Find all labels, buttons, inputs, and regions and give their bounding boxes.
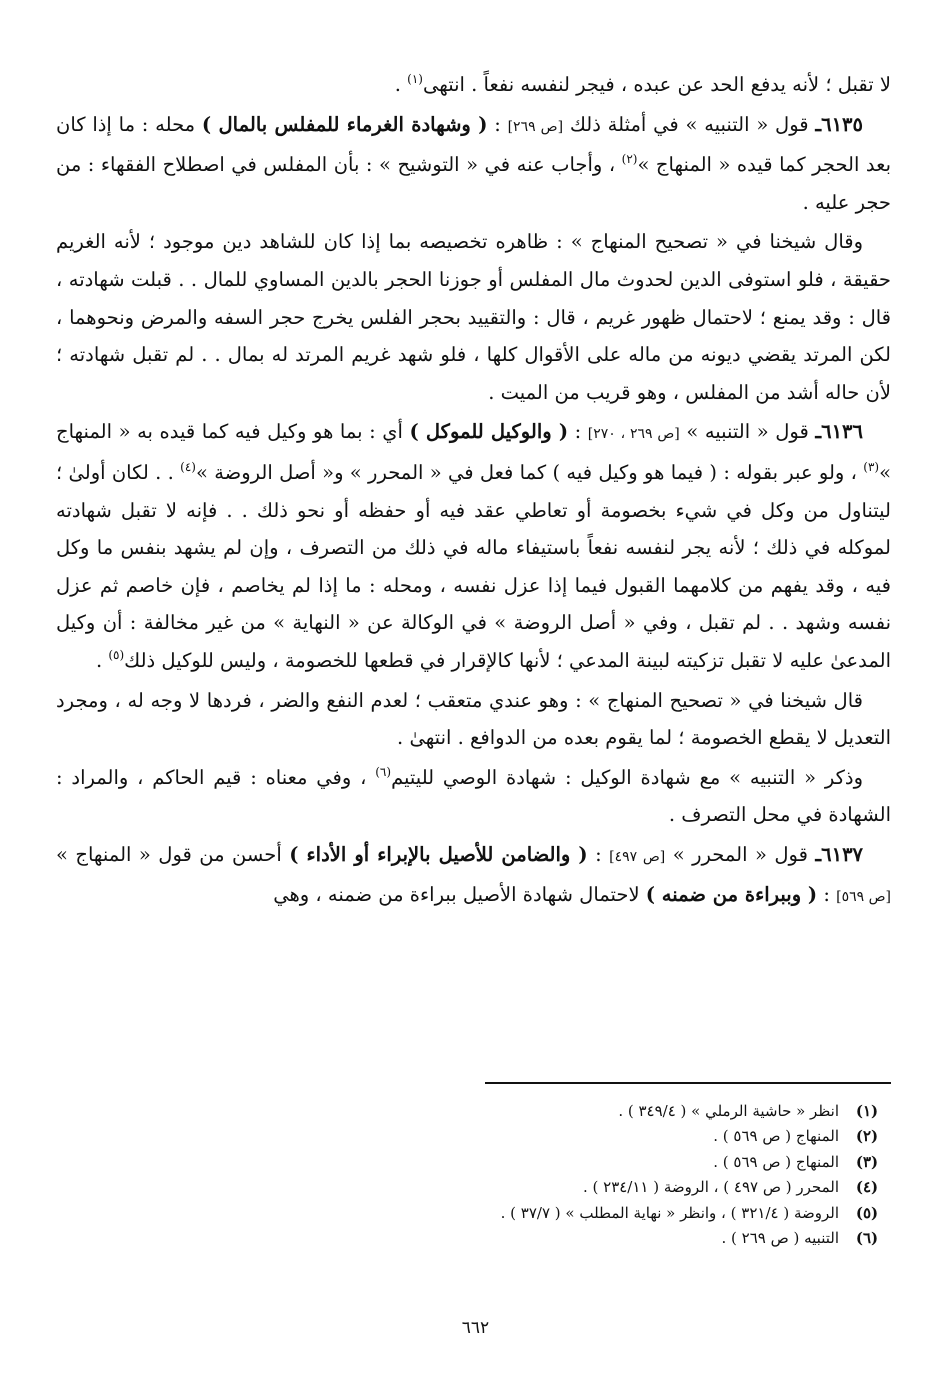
footnote-number: (٣)	[855, 1152, 879, 1171]
footnote-divider	[485, 1082, 891, 1084]
footnote-item	[60, 1124, 895, 1149]
paragraph-sheikh-commentary: وقال شيخنا في « تصحيح المنهاج » : ظاهره تخصيصه بما إذا كان للشاهد دين موجود ؛ لأنه الغريم حقيقة ، فلو استوفى الدين لحدوث مال المفلس أو جوزنا الحجر بالدين المساوي للمال . . قبلت شهادته ، قال : وقد يمنع ؛ لاحتمال ظهور غريم ، قال : والتقييد بحجر الفلس يخرج حجر السفه والمرض ونحوهما ، لكن المرتد يقضي ديونه من ماله على الأقوال كلها ، فلو شهد غريم المرتد له بمال . . لم تقبل شهادته ؛ لأن حاله أشد من المفلس ، وهو قريب من الميت .	[56, 230, 891, 404]
footnote-ref-6: (٦)	[375, 764, 392, 779]
entry-6135: ٦١٣٥ـ قول « التنبيه » في أمثلة ذلك [ص ٢٦٩] : ( وشهادة الغرماء للمفلس بالمال ) محله : ما إذا كان بعد الحجر كما قيده « المنهاج »$^{(٢)}$ ، وأجاب عنه في « التوشيح » : بأن المفلس في اصطلاح الفقهاء : من حجر عليه .	[56, 112, 891, 214]
footnote-number: (١)	[855, 1102, 879, 1120]
page-reference: [ص ٢٦٩ ، ٢٧٠]	[587, 426, 680, 443]
footnotes	[60, 1099, 895, 1251]
footnote-number: (٤)	[855, 1178, 879, 1197]
footnote-ref-4: (٤)	[180, 459, 196, 474]
footnote-number: (٢)	[855, 1127, 879, 1146]
footnote-text: المنهاج ( ص ٥٦٩ ) .	[713, 1127, 839, 1146]
footnote-ref-5: (٥)	[108, 647, 125, 662]
footnote-item	[60, 1175, 895, 1200]
entry-number: ٦١٣٥ـ	[815, 112, 864, 136]
quoted-text: ( والوكيل للموكل )	[409, 420, 569, 444]
entry-6137: ٦١٣٧ـ قول « المحرر » [ص ٤٩٧] : ( والضامن للأصيل بالإبراء أو الأداء ) أحسن من قول « المنهاج » [ص ٥٦٩] : ( وببراءة من ضمنه ) لاحتمال شهادة الأصيل ببراءة من ضمنه ، وهي	[56, 842, 891, 907]
footnote-number: (٥)	[855, 1203, 879, 1222]
entry-6136: ٦١٣٦ـ قول « التنبيه » [ص ٢٦٩ ، ٢٧٠] : ( والوكيل للموكل ) أي : بما هو وكيل فيه كما قيده به « المنهاج »$^{(٣)}$ ، ولو عبر بقوله : ( فيما هو وكيل فيه ) كما فعل في « المحرر » و« أصل الروضة »$^{(٤)}$ . . لكان أولىٰ ؛ ليتناول من وكل في شيء بخصومة أو تعاطي عقد فيه أو حفظه أو نحو ذلك . . فإنه لا تقبل شهادته لموكله في ذلك ؛ لأنه يجر لنفسه نفعاً باستيفاء ماله في ذلك من التصرف ، وإن لم يشهد بنفس ما وكل فيه ، وقد يفهم من كلامهما القبول فيما إذا عزل نفسه ، ومحله : ما إذا لم يخاصم ، فإن خاصم ثم عزل نفسه وشهد . . لم تقبل ، وفي « أصل الروضة » في الوكالة عن « النهاية » من غير مخالفة : أن وكيل المدعىٰ عليه لا تقبل تزكيته لبينة المدعي ؛ لأنها كالإقرار في قطعها للخصومة ، وليس للوكيل ذلك$^{(٥)}$ .	[56, 420, 892, 672]
quoted-text: ( وشهادة الغرماء للمفلس بالمال )	[201, 112, 488, 136]
footnote-text: انظر « حاشية الرملي » ( ٣٤٩/٤ ) .	[618, 1102, 839, 1120]
footnote-ref-3: (٣)	[863, 459, 880, 474]
footnote-ref-2: (٢)	[621, 152, 638, 167]
page-reference: [ص ٤٩٧]	[609, 848, 666, 865]
footnote-item	[60, 1099, 895, 1124]
page-reference: [ص ٥٦٩]	[836, 889, 891, 906]
entry-number: ٦١٣٧ـ	[815, 842, 864, 866]
footnote-text: الروضة ( ٣٢١/٤ ) ، وانظر « نهاية المطلب » ( ٣٧/٧ ) .	[500, 1203, 839, 1222]
footnote-text: التنبيه ( ص ٢٦٩ ) .	[721, 1229, 839, 1248]
footnote-text: المنهاج ( ص ٥٦٩ ) .	[713, 1152, 839, 1171]
paragraph-guardian: وذكر « التنبيه » مع شهادة الوكيل : شهادة الوصي لليتيم$^{(٦)}$ ، وفي معناه : قيم الحاكم ، والمراد : الشهادة في محل التصرف .	[56, 764, 891, 827]
quoted-text: ( وببراءة من ضمنه )	[645, 883, 818, 907]
quoted-text: ( والضامن للأصيل بالإبراء أو الأداء )	[289, 842, 588, 866]
main-text	[56, 66, 891, 917]
footnote-number: (٦)	[855, 1229, 879, 1248]
paragraph-sheikh-objection: قال شيخنا في « تصحيح المنهاج » : وهو عندي متعقب ؛ لعدم النفع والضر ، فردها لا وجه له ، ومجرد التعديل لا يقطع الخصومة ؛ لما يقوم بعده من الدوافع . انتهىٰ .	[56, 688, 891, 750]
footnote-ref-1: (١)	[407, 72, 423, 86]
page-reference: [ص ٢٦٩]	[507, 118, 564, 135]
footnote-item	[60, 1226, 895, 1251]
paragraph-continuation: لا تقبل ؛ لأنه يدفع الحد عن عبده ، فيجر لنفسه نفعاً . انتهى$^{(١)}$ .	[394, 72, 891, 96]
entry-number: ٦١٣٦ـ	[815, 420, 863, 444]
footnote-text: المحرر ( ص ٤٩٧ ) ، الروضة ( ٢٣٤/١١ ) .	[582, 1178, 839, 1197]
footnote-item	[60, 1150, 895, 1175]
footnote-item	[60, 1201, 895, 1226]
page-number: ٦٦٢	[461, 1318, 490, 1338]
